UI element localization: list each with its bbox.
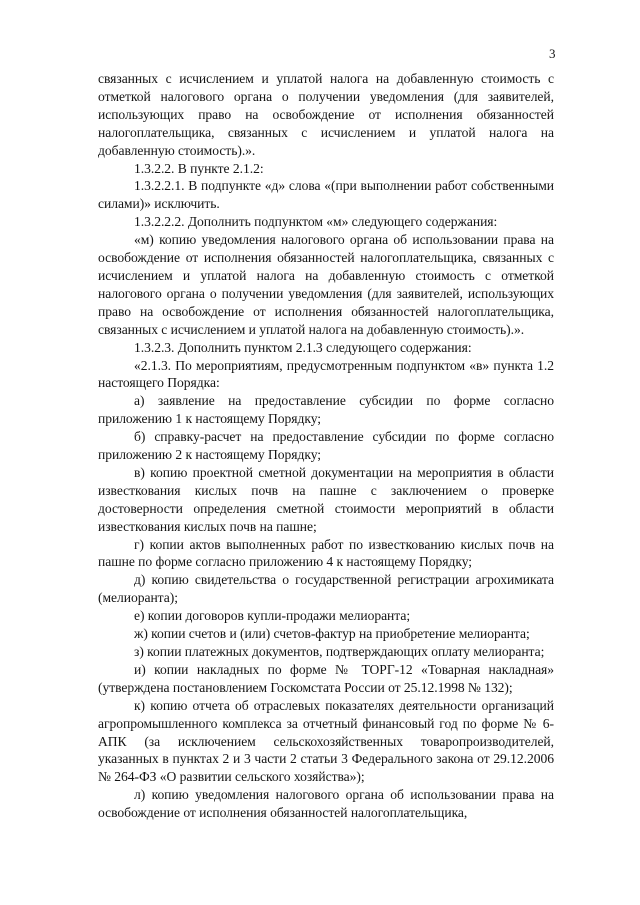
list-item-z: з) копии платежных документов, подтверждающих оплату мелиоранта; [134, 644, 545, 659]
page-number: 3 [549, 46, 556, 61]
paragraph-1-3-2-2-2: 1.3.2.2.2. Дополнить подпунктом «м» следующего содержания: [134, 214, 498, 230]
list-item-b: б) справку-расчет на предоставление субсидии по форме согласно приложению 2 к настоящему Порядку; [98, 429, 554, 463]
list-item-i: и) копии накладных по форме № ТОРГ-12 «Товарная накладная» (утверждена постановлением Госкомстата России от 25.12.1998 № 132); [98, 661, 554, 695]
list-item-d: д) копию свидетельства о государственной регистрации агрохимиката (мелиоранта); [98, 572, 554, 606]
list-item-e: е) копии договоров купли-продажи мелиоранта; [134, 608, 411, 624]
paragraph-1-3-2-2-1: 1.3.2.2.1. В подпункте «д» слова «(при выполнении работ собственными силами)» исключить. [98, 178, 554, 212]
list-item-l: л) копию уведомления налогового органа об использовании права на освобождение от исполнения обязанностей налогоплательщика, [98, 787, 554, 821]
list-item-v: в) копию проектной сметной документации на мероприятия в области известкования кислых почв на пашне с заключением о проверке достоверности определения сметной стоимости мероприятий в области известкования кислых почв на пашне; [98, 464, 554, 534]
paragraph-1-3-2-2: 1.3.2.2. В пункте 2.1.2: [134, 160, 264, 176]
list-item-g: г) копии актов выполненных работ по известкованию кислых почв на пашне по форме согласно приложению 4 к настоящему Порядку; [98, 536, 554, 570]
paragraph-2-1-3: «2.1.3. По мероприятиям, предусмотренным подпунктом «в» пункта 1.2 настоящего Порядка: [98, 357, 554, 391]
document-body [98, 70, 554, 822]
paragraph-subitem-m: «м) копию уведомления налогового органа об использовании права на освобождение от исполнения обязанностей налогоплательщика, связанных с исчислением и уплатой налога на добавленную стоимость с отметкой налогового органа о получении уведомления (для заявителей, использующих право на освобождение от исполнения обязанностей налогоплательщика, связанных с исчислением и уплатой налога на добавленную стоимость).». [98, 232, 554, 337]
list-item-k: к) копию отчета об отраслевых показателях деятельности организаций агропромышленного комплекса за отчетный финансовый год по форме № 6-АПК (за исключением сельскохозяйственных товаропроизводителей, указанных в пунктах 2 и 3 части 2 статьи 3 Федерального закона от 29.12.2006 № 264-ФЗ «О развитии сельского хозяйства»); [98, 697, 554, 785]
paragraph-1-3-2-3: 1.3.2.3. Дополнить пунктом 2.1.3 следующего содержания: [134, 339, 472, 355]
list-item-zh: ж) копии счетов и (или) счетов-фактур на приобретение мелиоранта; [134, 626, 530, 642]
list-item-a: а) заявление на предоставление субсидии по форме согласно приложению 1 к настоящему Порядку; [98, 393, 554, 427]
paragraph-continuation: связанных с исчислением и уплатой налога на добавленную стоимость с отметкой налогового органа о получении уведомления (для заявителей, использующих право на освобождение от исполнения обязанностей налогоплательщика, связанных с исчислением и уплатой налога на добавленную стоимость).». [98, 71, 554, 158]
